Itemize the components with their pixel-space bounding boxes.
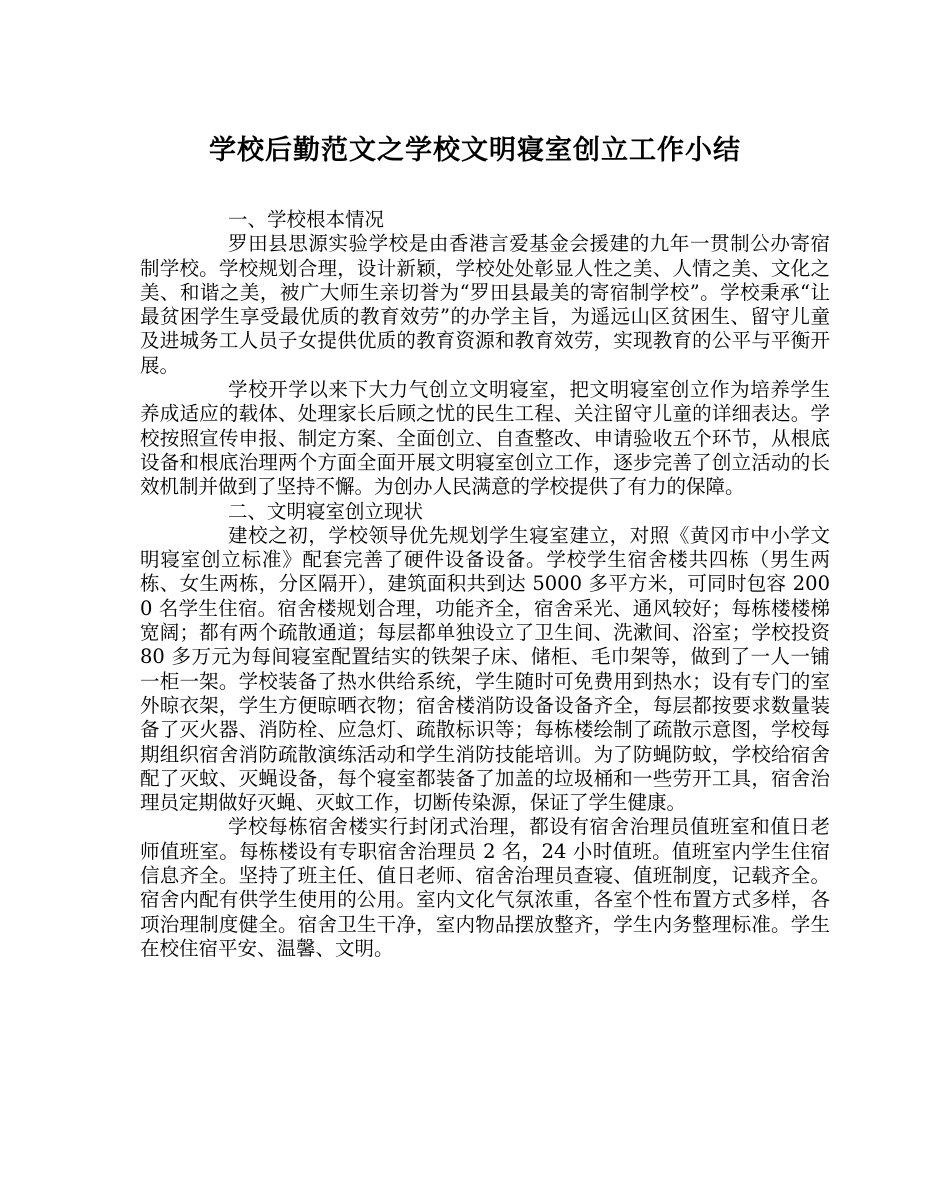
paragraph-1: 罗田县思源实验学校是由香港言爱基金会援建的九年一贯制公办寄宿制学校。学校规划合理，设计新颖，学校处处彰显人性之美、人情之美、文化之美、和谐之美，被广大师生亲切誉为“罗田县最美的寄宿制学校”。学校秉承“让最贫困学生享受最优质的教育效劳”的办学主旨，为遥远山区贫困生、留守儿童及进城务工人员子女提供优质的教育资源和教育效劳，实现教育的公平与平衡开展。: [140, 232, 830, 377]
document-title: 学校后勤范文之学校文明寝室创立工作小结: [209, 135, 741, 166]
paragraph-3: 建校之初，学校领导优先规划学生寝室建立，对照《黄冈市中小学文明寝室创立标准》配套完善了硬件设备设备。学校学生宿舍楼共四栋（男生两栋、女生两栋，分区隔开），建筑面积共到达 5000 多平方米，可同时包容 2000 名学生住宿。宿舍楼规划合理，功能齐全，宿舍采光、通风较好；每栋楼楼梯宽阔；都有两个疏散通道；每层都单独设立了卫生间、洗漱间、浴室；学校投资 80 多万元为每间寝室配置结实的铁架子床、储柜、毛巾架等，做到了一人一铺一柜一架。学校装备了热水供给系统，学生随时可免费用到热水；设有专门的室外晾衣架，学生方便晾晒衣物；宿舍楼消防设备设备齐全，每层都按要求数量装备了灭火器、消防栓、应急灯、疏散标识等；每栋楼绘制了疏散示意图，学校每期组织宿舍消防疏散演练活动和学生消防技能培训。为了防蝇防蚊，学校给宿舍配了灭蚊、灭蝇设备，每个寝室都装备了加盖的垃圾桶和一些劳开工具，宿舍治理员定期做好灭蝇、灭蚊工作，切断传染源，保证了学生健康。: [140, 523, 830, 815]
section-heading-2: 二、文明寝室创立现状: [228, 499, 424, 523]
document-body: [140, 208, 830, 961]
section-heading-1: 一、学校根本情况: [228, 208, 385, 231]
paragraph-2: 学校开学以来下大力气创立文明寝室，把文明寝室创立作为培养学生养成适应的载体、处理家长后顾之忧的民生工程、关注留守儿童的详细表达。学校按照宣传申报、制定方案、全面创立、自查整改、申请验收五个环节，从根底设备和根底治理两个方面全面开展文明寝室创立工作，逐步完善了创立活动的长效机制并做到了坚持不懈。为创办人民满意的学校提供了有力的保障。: [140, 378, 830, 499]
paragraph-4: 学校每栋宿舍楼实行封闭式治理，都设有宿舍治理员值班室和值日老师值班室。每栋楼设有专职宿舍治理员 2 名，24 小时值班。值班室内学生住宿信息齐全。坚持了班主任、值日老师、宿舍治理员查寝、值班制度，记载齐全。宿舍内配有供学生使用的公用。室内文化气氛浓重，各室个性布置方式多样，各项治理制度健全。宿舍卫生干净，室内物品摆放整齐，学生内务整理标准。学生在校住宿平安、温馨、文明。: [140, 815, 830, 960]
